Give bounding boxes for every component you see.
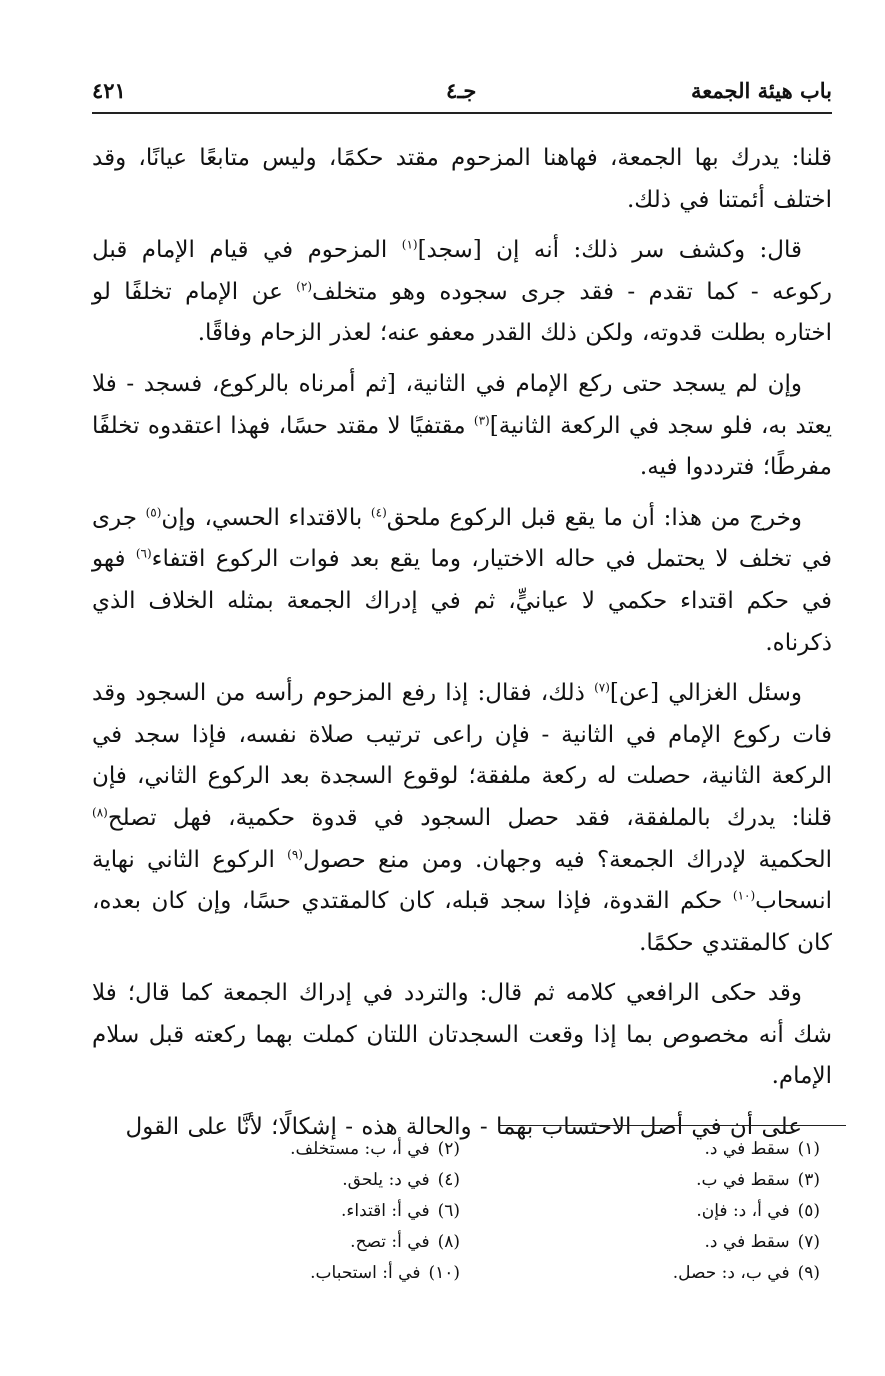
paragraph [92,138,832,221]
paragraph-text: وخرج من هذا: أن ما يقع قبل الركوع ملحق [386,504,802,531]
footnote-marker: (٨) [92,805,108,820]
paragraph-text: وقد حكى الرافعي كلامه ثم قال: والتردد في إدراك الجمعة كما قال؛ فلا شك أنه مخصوص بما إذا وقعت السجدتان اللتان كملت بهما ركعته قبل سلام الإمام. [92,980,832,1090]
paragraph-text: الركوع الثاني نهاية انسحاب [92,846,832,915]
footnote-number: (٢) [437,1139,460,1159]
footnote-item [520,1166,820,1195]
paragraph-text: حكم القدوة، فإذا سجد قبله، كان كالمقتدي حسًا، وإن كان بعده، كان كالمقتدي حكمًا. [92,888,832,956]
footnotes [160,1135,820,1288]
paragraph [92,973,832,1098]
footnote-item [520,1135,820,1164]
footnote-text: في أ، د: فإن. [696,1201,790,1221]
paragraph [92,364,832,489]
footnote-item [160,1197,460,1226]
paragraph-text: الحكمية لإدراك الجمعة؟ فيه وجهان. ومن منع حصول [302,846,832,873]
footnote-text: في أ، ب: مستخلف. [290,1139,430,1159]
footnote-text: سقط في د. [704,1232,790,1252]
footnote-item [520,1228,820,1257]
footnote-number: (٤) [437,1170,460,1190]
footnote-item [520,1259,820,1288]
paragraph-text: بالاقتداء الحسي، وإن [161,504,371,531]
footnote-marker: (٢) [296,279,312,294]
paragraph-text: على أن في أصل الاحتساب بهما - والحالة هذه - إشكالًا؛ لأنَّا على القول [125,1114,802,1141]
page-number: ٤٢١ [92,78,126,103]
footnote-divider [500,1125,846,1126]
footnote-text: سقط في د. [704,1139,790,1159]
paragraph-text: فهو في حكم اقتداء حكمي لا عيانيٍّ، ثم في إدراك الجمعة بمثله الخلاف الذي ذكرناه. [92,546,832,656]
footnote-item [160,1166,460,1195]
paragraph [92,498,832,664]
footnote-marker: (٤) [370,505,387,520]
footnote-text: سقط في ب. [696,1170,790,1190]
footnote-marker: (٩) [287,846,303,861]
paragraph-text: مقتفيًا لا مقتد حسًا، فهذا اعتقدوه تخلفًا مفرطًا؛ فترددوا فيه. [92,412,832,481]
footnote-marker: (١) [401,237,418,252]
footnote-text: في د: يلحق. [342,1170,430,1190]
footnote-marker: (٣) [473,412,490,427]
paragraph-text: قال: وكشف سر ذلك: أنه إن [سجد] [417,237,802,264]
footnote-item [160,1259,460,1288]
paragraph-text: قلنا: يدرك بها الجمعة، فهاهنا المزحوم مقتد حكمًا، وليس متابعًا عيانًا، وقد اختلف أئمتنا في ذلك. [92,145,832,213]
footnote-number: (١) [797,1139,820,1159]
footnote-text: في أ: تصح. [350,1232,430,1252]
footnote-number: (٩) [797,1263,820,1283]
footnote-marker: (٦) [135,546,152,561]
footnote-item [520,1197,820,1226]
paragraph-text: وسئل الغزالي [عن] [609,680,802,707]
paragraph-text: ذلك، فقال: إذا رفع المزحوم رأسه من السجود وقد فات ركوع الإمام في الثانية - فإن راعى ترتيب صلاة نفسه، فإذا سجد في الركعة الثانية، حصلت له ركعة ملفقة؛ لوقوع السجدة بعد الركوع الثاني، فإن قلنا: يدرك بالملفقة، فقد حصل السجود في قدوة حكمية، فهل تصلح [92,680,832,831]
footnote-text: في أ: استحباب. [310,1263,421,1283]
paragraph-text: عن الإمام تخلفًا لو اختاره بطلت قدوته، ولكن ذلك القدر معفو عنه؛ لعذر الزحام وفاقًا. [92,278,832,347]
paragraph [92,673,832,964]
paragraph-text: وإن لم يسجد حتى ركع الإمام في الثانية، [ثم أمرناه بالركوع، فسجد - فلا يعتد به، فلو سجد في الركعة الثانية] [92,370,833,439]
footnote-text: في ب، د: حصل. [672,1263,790,1283]
footnote-number: (٣) [797,1170,820,1190]
page-header [92,70,832,114]
footnote-number: (٧) [797,1232,820,1252]
footnote-number: (٥) [797,1201,820,1221]
footnote-marker: (٥) [145,505,162,520]
footnote-item [160,1135,460,1164]
footnote-text: في أ: اقتداء. [341,1201,430,1221]
paragraph-text: جرى في تخلف لا يحتمل في حاله الاختيار، وما يقع بعد فوات الركوع اقتفاء [92,504,832,573]
chapter-title: باب هيئة الجمعة [691,78,832,103]
footnote-item [160,1228,460,1257]
footnote-number: (٦) [437,1201,460,1221]
paragraph [92,230,832,355]
volume-label: جـ٤ [446,78,477,103]
main-text [92,138,832,1149]
footnote-marker: (٧) [594,680,610,695]
footnote-number: (٨) [437,1232,460,1252]
paragraph-text: المزحوم في قيام الإمام قبل ركوعه - كما تقدم - فقد جرى سجوده وهو متخلف [92,237,832,305]
footnote-marker: (١٠) [732,888,756,903]
footnote-number: (١٠) [428,1263,460,1283]
